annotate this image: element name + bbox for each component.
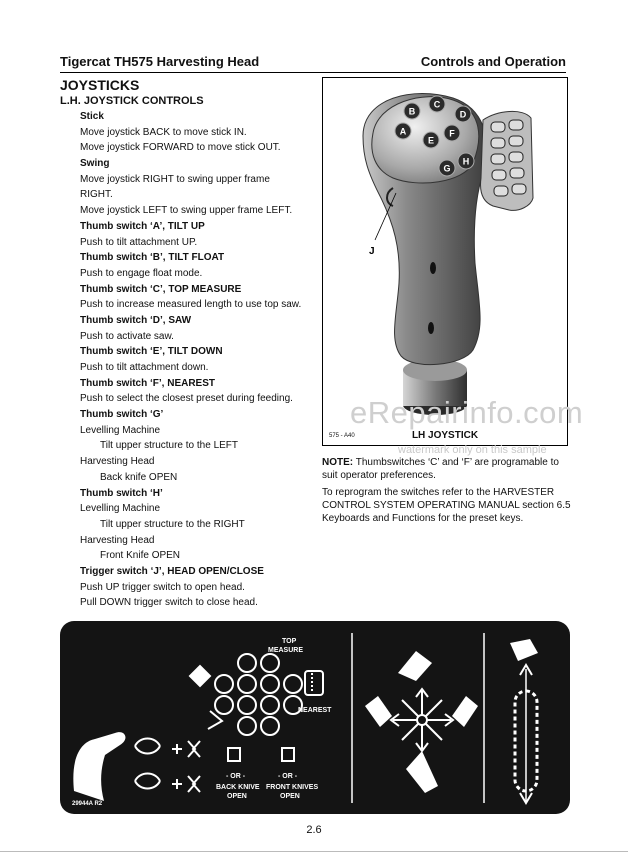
thumb-button-label-e: E <box>427 135 435 146</box>
thumb-button-label-f: F <box>449 128 455 139</box>
control-line: Tilt upper structure to the LEFT <box>100 440 239 452</box>
control-heading: Thumb switch ‘F’, NEAREST <box>80 377 216 389</box>
control-line: Back knife OPEN <box>100 471 178 483</box>
control-line: Levelling Machine <box>80 503 161 515</box>
page-number: 2.6 <box>306 824 322 836</box>
watermark: eRepairinfo.com <box>350 395 584 430</box>
control-line: Push to engage float mode. <box>80 267 203 279</box>
control-line: Push to increase measured length to use top saw. <box>80 299 302 311</box>
decal-artwork <box>60 621 570 814</box>
thumb-button-label-a: A <box>399 126 407 137</box>
control-heading: Thumb switch ‘C’, TOP MEASURE <box>80 283 242 295</box>
control-line: Push UP trigger switch to open head. <box>80 581 245 593</box>
control-line: Pull DOWN trigger switch to close head. <box>80 597 258 609</box>
control-line: Push to tilt attachment UP. <box>80 236 198 248</box>
decal-top-measure-2: MEASURE <box>268 647 304 654</box>
decal-back-knive-2: OPEN <box>227 793 247 800</box>
thumb-button-label-d: D <box>459 109 467 120</box>
control-line: Push to select the closest preset during feeding. <box>80 393 293 405</box>
thumb-button-label-h: H <box>462 156 470 167</box>
control-heading: Swing <box>80 158 110 170</box>
trigger-label: J <box>369 246 375 257</box>
control-heading: Stick <box>80 111 104 122</box>
control-line: Push to activate saw. <box>80 330 174 342</box>
reprogram-paragraph: To reprogram the switches refer to the HARVESTER CONTROL SYSTEM OPERATING MANUAL section 6.5 Keyboards and Functions for the preset keys. <box>322 487 571 524</box>
figure-caption: LH JOYSTICK <box>411 430 479 441</box>
control-decal <box>60 621 570 814</box>
decal-cross-arrows <box>391 689 453 751</box>
decal-part-number: 29944A R2 <box>72 801 103 807</box>
section-subtitle: L.H. JOYSTICK CONTROLS <box>60 95 204 107</box>
thumb-button-label-g: G <box>443 163 451 174</box>
watermark-note: watermark only on this sample <box>398 444 547 456</box>
decal-back-knive-1: BACK KNIVE <box>216 784 260 791</box>
decal-or-1: - OR - <box>226 773 246 780</box>
joystick-illustration <box>323 78 569 447</box>
control-heading: Thumb switch ‘B’, TILT FLOAT <box>80 252 225 264</box>
section-title: JOYSTICKS <box>60 77 140 93</box>
decal-top-measure-1: TOP <box>282 638 297 645</box>
decal-button-grid <box>215 654 302 735</box>
control-line: Levelling Machine <box>80 424 161 436</box>
control-line: Front Knife OPEN <box>100 550 181 562</box>
control-line: Move joystick BACK to move stick IN. <box>80 126 247 138</box>
decal-nearest: NEAREST <box>298 707 332 714</box>
control-line: Push to tilt attachment down. <box>80 362 209 373</box>
note-text: Thumbswitches ‘C’ and ‘F’ are programable to suit operator preferences. <box>322 457 559 481</box>
control-heading: Thumb switch ‘G’ <box>80 409 164 421</box>
control-heading: Thumb switch ‘A’, TILT UP <box>80 220 205 232</box>
joystick-figure <box>322 77 568 446</box>
decal-front-knives-2: OPEN <box>280 793 300 800</box>
control-line: RIGHT. <box>80 189 113 201</box>
controls-list <box>80 109 320 611</box>
note-label: NOTE: <box>322 457 354 468</box>
control-heading: Thumb switch ‘E’, TILT DOWN <box>80 346 223 358</box>
control-heading: Trigger switch ‘J’, HEAD OPEN/CLOSE <box>80 565 264 577</box>
control-line: Harvesting Head <box>80 534 155 546</box>
control-line: Harvesting Head <box>80 456 155 468</box>
control-heading: Thumb switch ‘D’, SAW <box>80 314 192 326</box>
header-section: Controls and Operation <box>420 54 566 69</box>
header-rule <box>60 72 566 73</box>
header-title: Tigercat TH575 Harvesting Head <box>60 54 260 69</box>
note-paragraph <box>322 456 572 482</box>
decal-or-2: - OR - <box>278 773 298 780</box>
control-line: Move joystick LEFT to swing upper frame LEFT. <box>80 205 293 217</box>
control-heading: Thumb switch ‘H’ <box>80 487 163 499</box>
control-line: Tilt upper structure to the RIGHT <box>100 518 245 530</box>
control-line: Move joystick RIGHT to swing upper frame <box>80 173 270 185</box>
thumb-button-label-c: C <box>433 99 441 110</box>
control-line: Move joystick FORWARD to move stick OUT. <box>80 142 281 154</box>
footer-rule <box>0 851 628 852</box>
figure-code: 575 - A40 <box>329 433 355 439</box>
thumb-button-label-b: B <box>408 106 416 117</box>
decal-front-knives-1: FRONT KNIVES <box>266 784 319 791</box>
decal-joystick-silhouette <box>73 732 125 801</box>
